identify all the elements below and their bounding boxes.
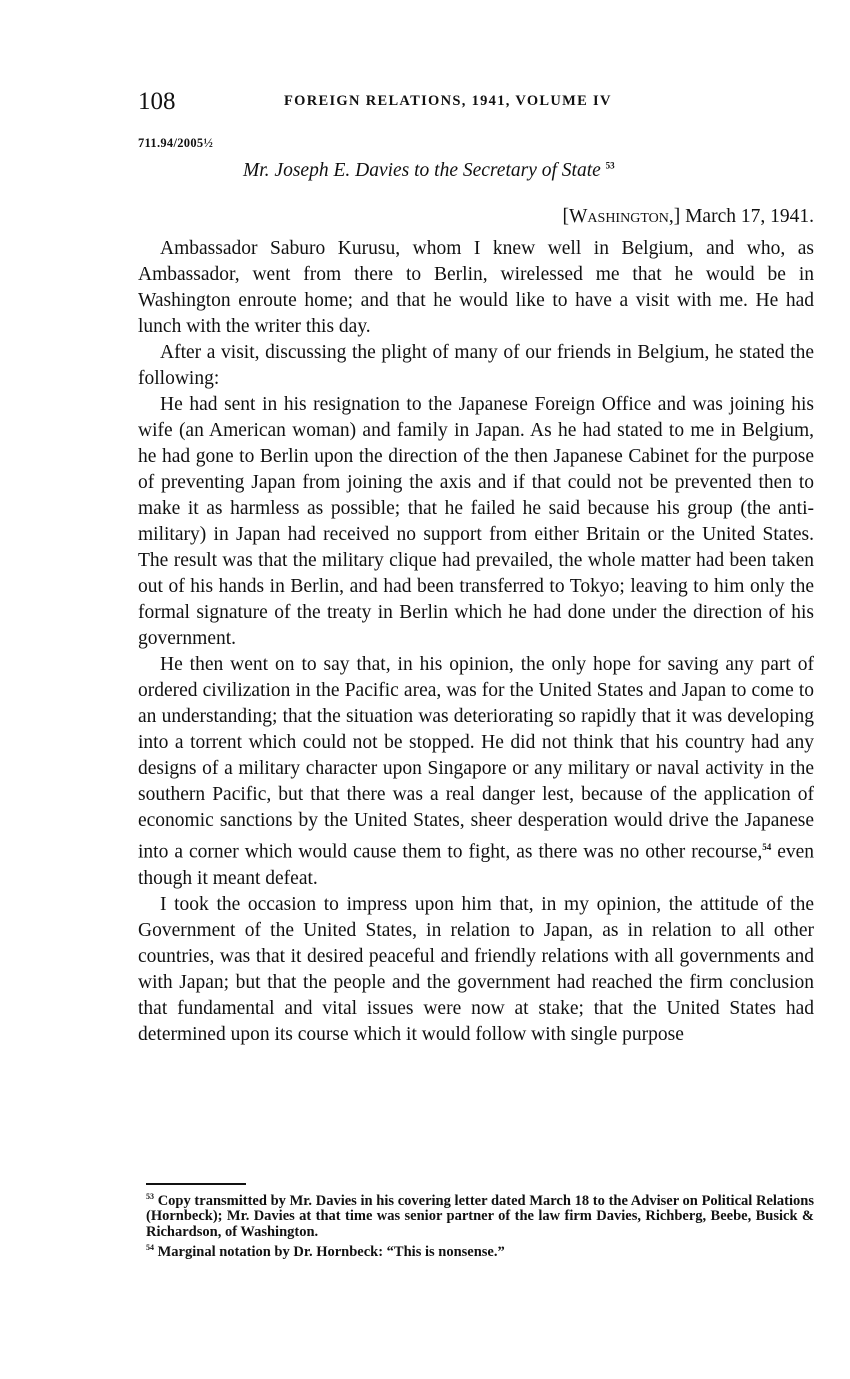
document-title-text: Mr. Joseph E. Davies to the Secretary of State	[243, 160, 601, 181]
body-paragraph: He had sent in his resignation to the Japanese Foreign Office and was joining his wife (an American woman) and family in Japan. As he had stated to me in Belgium, he had gone to Berlin upon the direction of the then Japanese Cabinet for the purpose of preventing Japan from joining the axis and if that could not be prevented then to make it as harmless as possible; that he failed he said because his group (the anti-military) in Japan had received no support from either Britain or the United States. The result was that the military clique had prevailed, the whole matter had been taken out of his hands in Berlin, and had been transferred to Tokyo; leaving to him only the formal signature of the treaty in Berlin which he had done under the direction of his government.	[138, 394, 814, 649]
body-paragraph: Ambassador Saburo Kurusu, whom I knew well in Belgium, and who, as Ambassador, went from there to Berlin, wirelessed me that he would be in Washington enroute home; and that he would like to have a visit with me. He had lunch with the writer this day.	[138, 238, 814, 337]
footnote-number: 53	[146, 1192, 154, 1201]
body-paragraph	[138, 652, 814, 892]
footnote-ref-53: 53	[605, 160, 615, 171]
document-title	[243, 160, 615, 182]
footnote-text: Marginal notation by Dr. Hornbeck: “This is nonsense.”	[157, 1244, 505, 1261]
footnote-ref-54: 54	[762, 842, 772, 852]
paragraph-text: He then went on to say that, in his opinion, the only hope for saving any part of ordered civilization in the Pacific area, was for the United States and Japan to come to an understanding; that the situation was deteriorating so rapidly that it was developing into a torrent which could not be stopped. He did not think that his country had any designs of a military character upon Singapore or any military or naval activity in the southern Pacific, but that there was a real danger lest, because of the application of economic sanctions by the United States, sheer desperation would drive the Japanese into a corner which would cause them to fight, as there was no other recourse,	[138, 654, 814, 863]
file-number: 711.94/2005½	[138, 136, 214, 150]
footnote-number: 54	[146, 1243, 154, 1253]
footnote	[146, 1189, 814, 1240]
paragraph-text: even though it meant defeat.	[138, 841, 814, 889]
letter-body	[138, 236, 814, 1048]
dateline-place: [Washington,]	[562, 206, 681, 227]
body-paragraph: After a visit, discussing the plight of many of our friends in Belgium, he stated the following:	[138, 342, 814, 389]
footnote-rule	[146, 1183, 246, 1185]
dateline	[563, 206, 814, 228]
body-paragraph: I took the occasion to impress upon him that, in my opinion, the attitude of the Government of the United States, in relation to Japan, as in relation to all other countries, was that it desired peaceful and friendly relations with all governments and with Japan; but that the people and the government had reached the firm conclusion that fundamental and vital issues were now at stake; that the United States had determined upon its course which it would follow with single purpose	[138, 893, 814, 1045]
page-header	[138, 88, 814, 122]
dateline-date: March 17, 1941.	[685, 206, 814, 227]
footnote-text: Copy transmitted by Mr. Davies in his covering letter dated March 18 to the Adviser on Political Relations (Hornbeck); Mr. Davies at that time was senior partner of the law firm Davies, Richberg, Beebe, Busick & Richardson, of Washington.	[146, 1192, 814, 1240]
footnote	[146, 1240, 814, 1260]
footnotes	[146, 1189, 814, 1261]
running-head: FOREIGN RELATIONS, 1941, VOLUME IV	[284, 93, 612, 109]
page-number: 108	[138, 88, 176, 115]
